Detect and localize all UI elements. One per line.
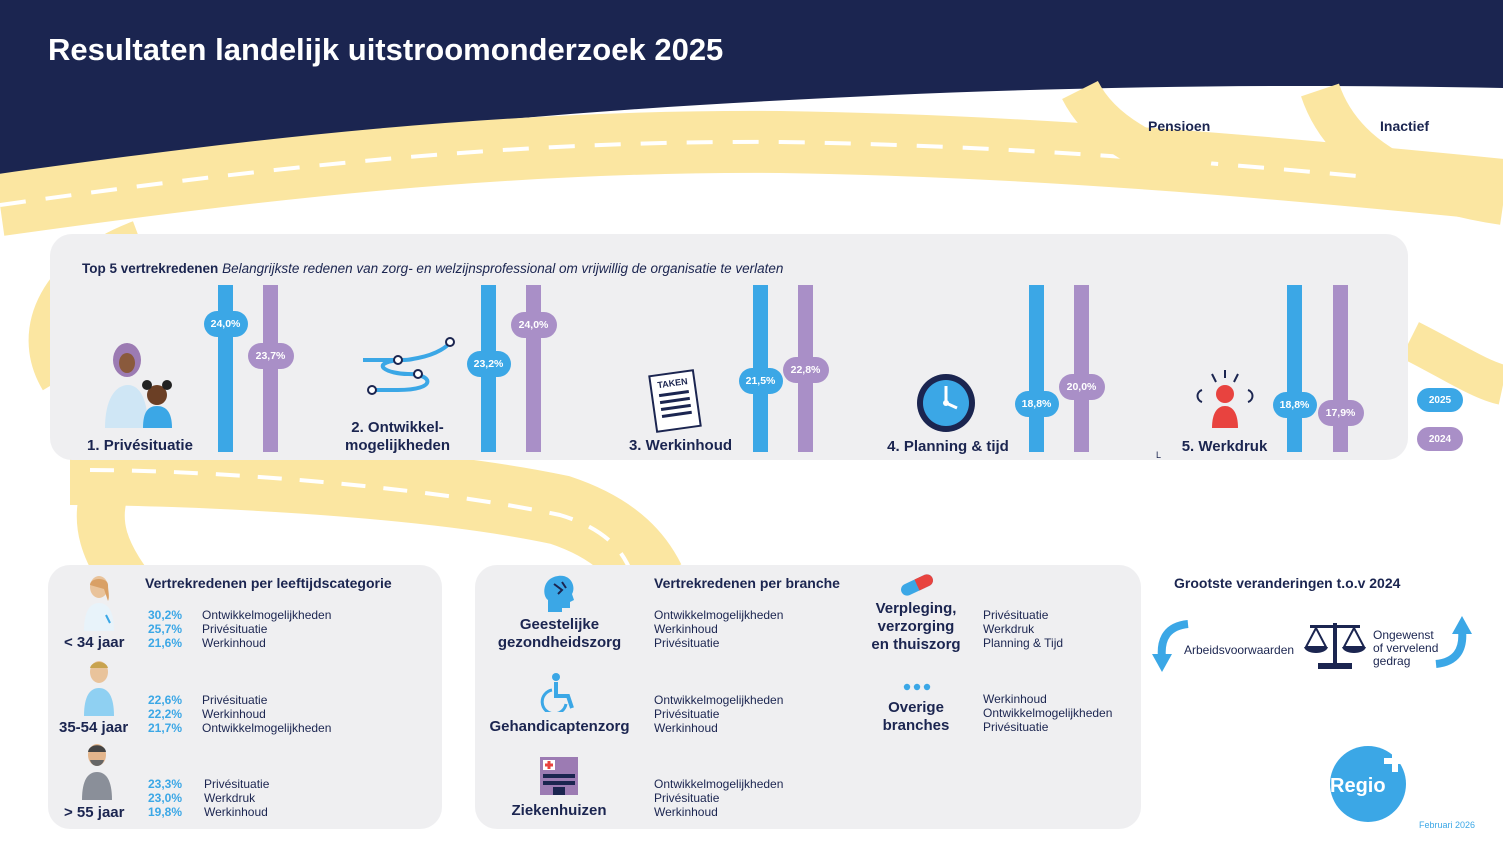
age-pct-list-1 <box>140 693 182 735</box>
age-title: Vertrekredenen per leeftijdscategorie <box>145 575 392 591</box>
top5-heading-italic: Belangrijkste redenen van zorg- en welzijnsprofessional om vrijwillig de organisatie te verlaten <box>222 261 784 276</box>
category-label-2b: mogelijkheden <box>344 437 451 454</box>
reason-vvt-3: Planning & Tijd <box>983 636 1064 650</box>
reason-vvt-2: Werkdruk <box>983 622 1035 636</box>
branch-label-overig-1: Overige <box>888 699 944 716</box>
up-arrow-icon <box>1432 614 1472 668</box>
age-pct: 23,0% <box>147 791 182 805</box>
category-label-4: 4. Planning & tijd <box>887 438 1009 455</box>
regio-logo <box>1330 746 1406 822</box>
regio-logo-text: Regio <box>1330 775 1386 797</box>
branch-label-overig <box>868 699 964 735</box>
clock-icon <box>915 372 977 434</box>
age-reason-list-0 <box>202 608 331 650</box>
branch-label-ghz: Gehandicaptenzorg <box>489 718 630 735</box>
age-reason: Werkinhoud <box>202 636 266 650</box>
reason-zkh-2: Privésituatie <box>654 791 720 805</box>
age-pct: 21,7% <box>147 721 182 735</box>
age-pct: 25,7% <box>147 622 182 636</box>
change-up-2: of vervelend <box>1373 641 1439 655</box>
top5-heading <box>82 261 783 276</box>
category-label-2a: 2. Ontwikkel- <box>351 419 444 436</box>
reason-ggz-2: Werkinhoud <box>654 622 718 636</box>
change-up-label <box>1373 629 1438 668</box>
reasons-overig <box>983 692 1112 734</box>
age-pct: 23,3% <box>147 777 182 791</box>
age-reason: Ontwikkelmogelijkheden <box>202 721 332 735</box>
category-label-3: 3. Werkinhoud <box>628 437 733 454</box>
data-label-2024-4: 17,9% <box>1318 400 1364 426</box>
young-person-icon <box>78 575 120 631</box>
stray-mark: L <box>1156 450 1162 460</box>
footer-date: Februari 2026 <box>1419 820 1476 830</box>
data-label-2025-3: 18,8% <box>1015 391 1059 417</box>
reason-ggz-1: Ontwikkelmogelijkheden <box>654 608 784 622</box>
older-person-icon <box>76 742 118 800</box>
data-label-2025-1: 23,2% <box>467 351 511 377</box>
legend-2024: 2024 <box>1417 427 1463 451</box>
age-reason: Ontwikkelmogelijkheden <box>202 608 332 622</box>
pill-capsule-icon <box>897 574 937 596</box>
reasons-vvt <box>983 608 1063 650</box>
age-pct: 21,6% <box>147 636 182 650</box>
data-label-2024-3: 20,0% <box>1059 374 1105 400</box>
top5-heading-bold: Top 5 vertrekredenen <box>82 261 219 276</box>
road-right <box>1410 340 1503 385</box>
reason-ghz-2: Privésituatie <box>654 707 720 721</box>
branch-label-zkh: Ziekenhuizen <box>511 802 607 819</box>
reason-overig-2: Ontwikkelmogelijkheden <box>983 706 1113 720</box>
reason-overig-3: Privésituatie <box>983 720 1049 734</box>
reason-ggz-3: Privésituatie <box>654 636 720 650</box>
bar-2025-3 <box>1029 285 1044 452</box>
age-label-0: < 34 jaar <box>64 634 125 651</box>
age-pct: 30,2% <box>147 608 182 622</box>
scales-icon <box>1304 617 1366 671</box>
reason-zkh-1: Ontwikkelmogelijkheden <box>654 777 784 791</box>
more-dots-icon <box>902 682 932 692</box>
age-pct: 19,8% <box>147 805 182 819</box>
reasons-ghz <box>654 693 783 735</box>
hospital-icon <box>539 756 579 796</box>
branch-label-vvt <box>862 600 970 654</box>
reason-zkh-3: Werkinhoud <box>654 805 718 819</box>
change-up-3: gedrag <box>1373 654 1411 668</box>
age-reason: Privésituatie <box>204 777 270 791</box>
branch-label-ggz-1: Geestelijke <box>519 616 600 633</box>
age-pct-list-2 <box>140 777 182 819</box>
page-title: Resultaten landelijk uitstroomonderzoek 2025 <box>48 32 724 67</box>
reason-ghz-3: Werkinhoud <box>654 721 718 735</box>
data-label-2025-2: 21,5% <box>739 368 783 394</box>
taken-label: TAKEN <box>656 376 689 391</box>
age-reason-list-1 <box>202 693 331 735</box>
bar-2024-1 <box>526 285 541 452</box>
reason-ghz-1: Ontwikkelmogelijkheden <box>654 693 784 707</box>
data-label-2025-0: 24,0% <box>204 311 248 337</box>
branch-label-vvt-3: en thuiszorg <box>871 636 961 653</box>
mental-health-icon <box>540 572 576 612</box>
category-label-2 <box>330 419 465 455</box>
main-road <box>0 142 1503 205</box>
reasons-zkh <box>654 777 783 819</box>
age-label-2: > 55 jaar <box>64 804 125 821</box>
age-label-1: 35-54 jaar <box>59 719 129 736</box>
bar-2024-3 <box>1074 285 1089 452</box>
branch-label-ggz <box>487 616 632 652</box>
age-reason: Privésituatie <box>202 622 268 636</box>
age-reason: Werkinhoud <box>202 707 266 721</box>
road-label-inactief: Inactief <box>1380 118 1430 134</box>
wheelchair-icon <box>540 672 580 712</box>
stressed-person-icon <box>1194 370 1256 430</box>
reason-vvt-1: Privésituatie <box>983 608 1049 622</box>
change-up-1: Ongewenst <box>1373 628 1434 642</box>
road-label-pensioen: Pensioen <box>1148 118 1211 134</box>
family-icon <box>100 340 175 428</box>
category-label-1: 1. Privésituatie <box>87 437 193 454</box>
changes-title: Grootste veranderingen t.o.v 2024 <box>1174 575 1401 591</box>
data-label-2024-0: 23,7% <box>248 343 294 369</box>
data-label-2024-1: 24,0% <box>511 312 557 338</box>
branch-label-ggz-2: gezondheidszorg <box>497 634 622 651</box>
plus-icon <box>1382 748 1408 774</box>
reason-overig-1: Werkinhoud <box>983 692 1047 706</box>
task-list-icon <box>648 369 702 433</box>
data-label-2024-2: 22,8% <box>783 357 829 383</box>
age-reason: Privésituatie <box>202 693 268 707</box>
age-reason-list-2 <box>204 777 269 819</box>
age-pct: 22,2% <box>147 707 182 721</box>
branch-label-overig-2: branches <box>882 717 950 734</box>
age-reason: Werkdruk <box>204 791 256 805</box>
branch-title: Vertrekredenen per branche <box>654 575 840 591</box>
data-label-2025-4: 18,8% <box>1273 392 1317 418</box>
age-reason: Werkinhoud <box>204 805 268 819</box>
bar-2025-4 <box>1287 285 1302 452</box>
bar-2024-4 <box>1333 285 1348 452</box>
branch-label-vvt-1: Verpleging, <box>875 600 957 617</box>
middle-age-person-icon <box>78 660 120 716</box>
age-pct-list-0 <box>140 608 182 650</box>
legend-2025: 2025 <box>1417 388 1463 412</box>
change-down-label: Arbeidsvoorwaarden <box>1184 643 1295 657</box>
path-icon <box>358 336 458 398</box>
category-label-5: 5. Werkdruk <box>1181 438 1268 455</box>
branch-label-vvt-2: verzorging <box>877 618 955 635</box>
age-pct: 22,6% <box>147 693 182 707</box>
reasons-ggz <box>654 608 783 650</box>
